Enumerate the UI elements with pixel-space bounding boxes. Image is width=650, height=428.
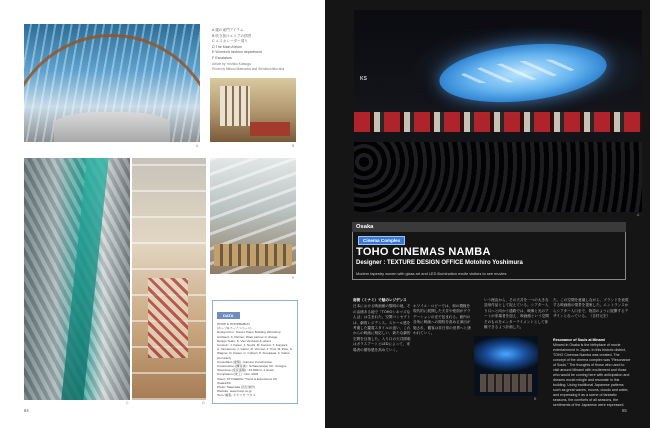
photo-label-d: D [202, 401, 205, 405]
atrium-photo [132, 158, 206, 400]
lobby-signage [354, 112, 642, 132]
data-line: Design Firm : Renzo Piano Building Workshop [217, 330, 281, 335]
japanese-text-column-3 [484, 298, 550, 330]
japanese-paragraph: いう理由から、その天井を一つの大きな造形作品として捉えている。シアター入り口へと向かう通路では、映像と光のアートが来場者を迎え、映画館という空間そのものをエンターテイメントとして体験できるよう計画した。 [484, 298, 549, 330]
data-line: Architect: A. Palmer; Work partner in charge [217, 334, 278, 339]
data-line: A. Yamamoto, J. Carter, D. Vercoel, J. Truit, M. Pirie, S. [217, 347, 293, 352]
photo-label-e: E [292, 276, 295, 280]
photo-label-b: B [292, 144, 295, 148]
theater-entrance-photo [474, 336, 538, 396]
data-line: Wagner, D. Kaiser, C. Colhert, P. Furukawa, F. Viellur [217, 351, 290, 356]
english-text-column [553, 338, 631, 408]
photo-captions [212, 28, 312, 62]
data-line: (Contract) [217, 355, 231, 360]
japanese-paragraph: ホワイエ・ロビーでは、和の模様を現代的に展開した天井や壁面がグラデーションの光で包まれる。館内の各所に映画への期待を高める演出が施され、観客は非日常の世界へと誘われていく。 [413, 304, 471, 336]
photo-label-a: A [196, 144, 199, 148]
cinema-lobby-photo [354, 10, 642, 212]
data-line: Completion (竣工) : Nov. 2003 [217, 372, 259, 377]
category-badge: Cinema Complex [358, 236, 405, 245]
data-line: Website: www.hoop.co.jp [217, 389, 252, 394]
page-number-left: 64 [24, 408, 29, 413]
caption-line: C エスカレーター周り [212, 39, 248, 44]
caption-line: D The Main Atrium [212, 44, 242, 49]
credit-line: Photo by Mitsuo Matsuoka and Shinkenchiku-sha [212, 66, 285, 71]
photo-credit [212, 62, 312, 71]
project-description: Modern tapestry woven with glass art and LED illumination excite visitors to see movies [356, 271, 507, 276]
city-label: Osaka [352, 222, 626, 232]
data-line: Consult.: J. Kaiser, J. Nouhl, M. Forrest, T. Kungani; [217, 343, 288, 348]
photo-label-b-right: B [534, 397, 537, 401]
data-line: Total Area (延床面積) : 23,000m², 4 levels [217, 368, 274, 373]
designer-line: Designer : TEXTURE DESIGN OFFICE Motohiro Yoshimura [356, 260, 523, 266]
credit-line: Article by Yoshiko Katsuga [212, 62, 251, 66]
japanese-paragraph: 日本における映画館の黎明の地、その由緒ある地で「TOHOシネマズなんば」は生まれた。空間コンセプトは、劇的レジデンス。スケール感を考慮した鑑賞スタイルの追い、これからの映画に相応しい、新たな劇的空間を目指した。入り口の天井照明はガラスアートとLEDによって、来場者の期待感を高めていく。 [353, 304, 411, 352]
japanese-text-column-1 [353, 298, 411, 353]
interior-photo [210, 78, 296, 142]
data-box [212, 300, 298, 404]
photo-label-c: C [126, 401, 129, 405]
project-title: TOHO CINEMAS NAMBA [356, 246, 491, 258]
mall-atrium-photo [210, 158, 296, 274]
page-number-right: 65 [622, 408, 627, 413]
caption-line: A 週の東門アイテム [212, 28, 244, 32]
illuminated-ceiling [437, 36, 610, 109]
caption-line: E Women's fashion department [212, 50, 262, 55]
photo-label-a-right: A [637, 213, 640, 217]
data-line: Text / 編集: オオツカ ワタル [217, 393, 256, 398]
japanese-text-column-2 [413, 304, 471, 336]
data-line: Client: STYLEERA / Trend & Experience KK [217, 376, 278, 381]
data-line: Design Team: K. Van Vindurek & others [217, 338, 272, 343]
english-heading: Resonance of Souls at Minami [553, 338, 605, 342]
data-line: Photo: Takenaka (宣伝制作) [217, 385, 256, 390]
japanese-heading: 南街（ミナミ）で魅のレジデンス [353, 298, 407, 302]
english-paragraph: Minami in Osaka is the birthplace of movie entertainment in Japan. In this historic district, TOHO Cinemas Namba was created. The concept of the cinema complex was "Resonance of Souls." The thoughts of those who used to visit around Minami with excitement and those who would be coming here with anticipation and dreams would mingle and resonate in this building. Using traditional Japanese patterns such as great waves, moons, clouds and water, and expressing it as a scene of fantastic seasons, the comforts of all seasons, the sentiments of the Japanese were expressed. [553, 343, 631, 407]
data-box-title: DATA [217, 312, 240, 319]
data-line: Construction (構造体) : Schatenpaper KK, Cologne [217, 364, 287, 369]
crowd-silhouettes [354, 142, 642, 212]
arched-glass-roof-photo [24, 24, 200, 142]
data-line: (ホープ&フープバベーン) [217, 326, 252, 331]
data-line: Consultant (建築) : Kaimon Construction [217, 359, 273, 364]
escalator-photo [24, 158, 130, 400]
data-line: HOOP & HOOPBABUN [217, 322, 250, 326]
caption-line: B 吹き抜けエリアの情景 [212, 33, 252, 38]
caption-line: F Escalators [212, 55, 232, 60]
lobby-sign-text: KS [360, 76, 367, 82]
japanese-text-column-4 [553, 298, 629, 320]
japanese-paragraph: た。この空間を意識しながら、ブランドを表現する映画館の情景を提案した。エントランスからシアター入口まで、物語のように展開するデザインとなっている。（吉村元宏） [553, 298, 629, 319]
data-line: Osaka/KK [217, 380, 231, 385]
